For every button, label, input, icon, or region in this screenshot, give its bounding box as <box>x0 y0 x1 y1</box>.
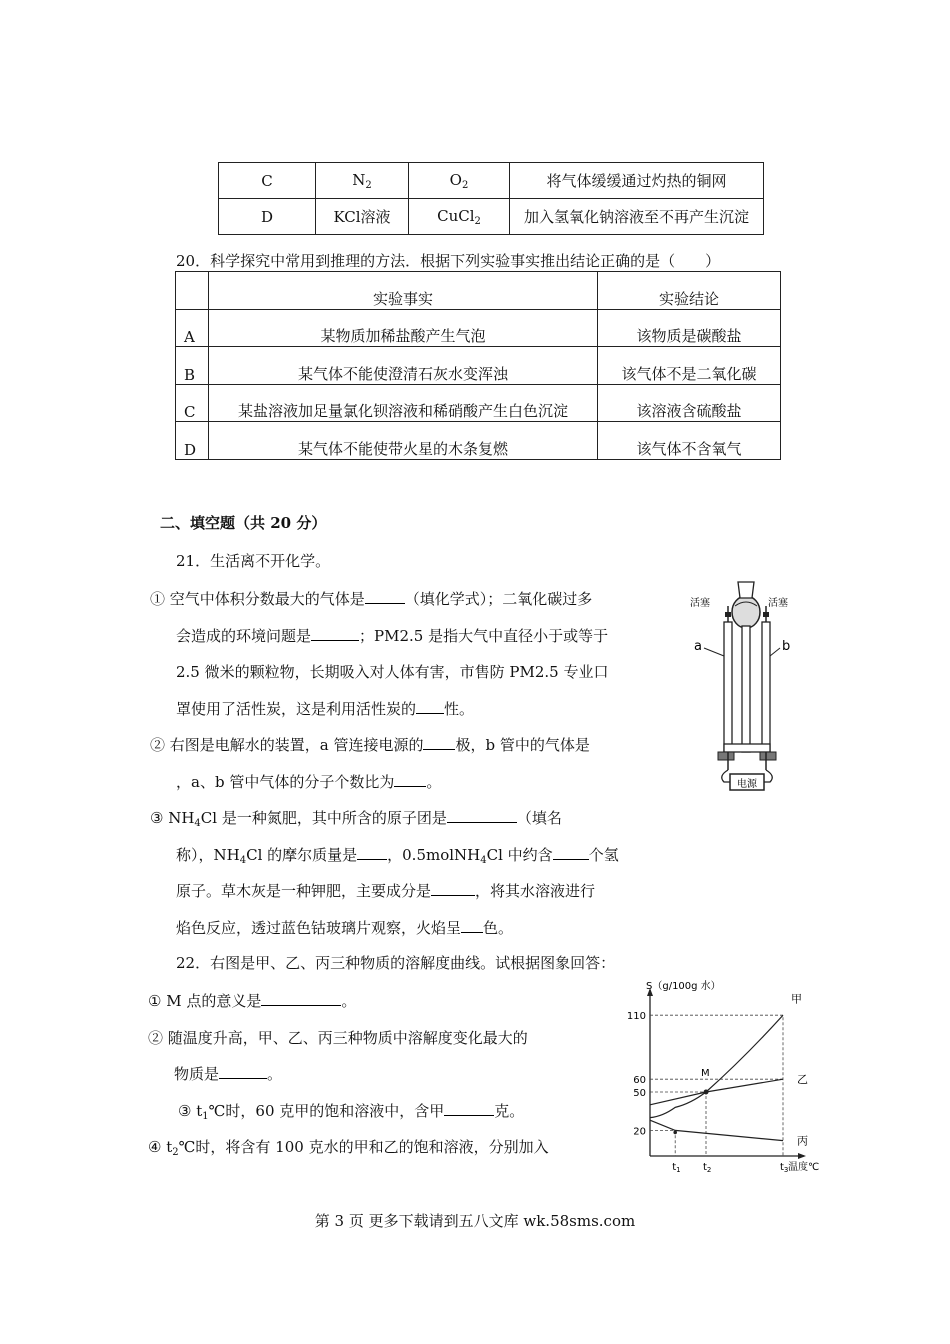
q22-body <box>148 990 608 1170</box>
impurity-cell: CuCl$_2$ <box>409 199 510 235</box>
y-tick-label: 50 <box>633 1088 646 1099</box>
row-label: C <box>219 163 316 199</box>
header-fact: 实验事实 <box>209 272 598 310</box>
x-tick-label: $t_3$ <box>780 1162 789 1174</box>
conclusion-cell: 该溶液含硫酸盐 <box>598 385 781 422</box>
y-tick-label: 60 <box>633 1075 646 1087</box>
fact-cell: 某物质加稀盐酸产生气泡 <box>209 310 598 347</box>
method-cell: 将气体缓缓通过灼热的铜网 <box>510 163 764 199</box>
q21-part3-line2: 称），$NH_4Cl$ 的摩尔质量是 ，0.5molNH$_4$Cl 中约含 个氢 <box>176 846 619 866</box>
x-axis-arrow <box>798 1153 806 1159</box>
q22-part2-line1: ② 随温度升高，甲、乙、丙三种物质中溶解度变化最大的 <box>148 1029 528 1047</box>
series-line-1 <box>650 1015 783 1117</box>
header-conclusion: 实验结论 <box>598 272 781 310</box>
y-tick-label: 110 <box>626 1011 646 1023</box>
conclusion-cell: 该气体不含氧气 <box>598 422 781 460</box>
fact-cell: 某气体不能使带火星的木条复燃 <box>209 422 598 460</box>
guide-20 <box>650 1130 675 1156</box>
q21-part1-line4: 罩使用了活性炭，这是利用活性炭的 性。 <box>176 700 475 718</box>
row-label: D <box>176 422 209 460</box>
x-tick-label: $t_1$ <box>672 1162 681 1174</box>
point-m <box>704 1090 709 1095</box>
q21-part1-line3: 2.5 微米的颗粒物，长期吸入对人体有害，市售防 PM2.5 专业口 <box>176 663 609 681</box>
q22-part1: ① M 点的意义是 。 <box>148 992 357 1010</box>
q22-part4: ④ $t_2℃$时，将含有 100 克水的甲和乙的饱和溶液，分别加入 <box>148 1138 549 1158</box>
q21-part2-line2: ，a、b 管中气体的分子个数比为 。 <box>176 773 442 791</box>
q21-part3-line1: ③ $NH_4Cl$ 是一种氮肥，其中所含的原子团是 （填名 <box>150 809 562 829</box>
section-title: 二、填空题（共 20 分） <box>160 514 327 532</box>
row-label: D <box>219 199 316 235</box>
q21-part3-line3: 原子。草木灰是一种钾肥，主要成分是 ，将其水溶液进行 <box>176 882 596 900</box>
series-label-1: 甲 <box>791 992 802 1006</box>
valve-right <box>763 612 769 617</box>
tube-b-label: b <box>782 639 791 654</box>
q21-part1-line1: ① 空气中体积分数最大的气体是 （填化学式）；二氧化碳过多 <box>150 590 593 608</box>
removal-table <box>218 162 764 235</box>
series-line-3 <box>650 1120 783 1140</box>
q21-body <box>150 588 660 948</box>
series-label-2: 乙 <box>797 1073 808 1087</box>
valve-right-label: 活塞 <box>768 598 788 609</box>
q21-stem: 21．生活离不开化学。 <box>176 552 331 570</box>
tube-b <box>762 622 770 752</box>
q22-part3: ③ $t_1℃$时，60 克甲的饱和溶液中，含甲 克。 <box>178 1102 525 1122</box>
x-axis-label: 温度℃ <box>788 1162 820 1173</box>
y-axis-label: S（g/100g 水） <box>646 981 721 992</box>
tube-a <box>724 622 732 752</box>
q21-part1-line2: 会造成的环境问题是 ；PM2.5 是指大气中直径小于或等于 <box>176 627 609 645</box>
impurity-cell: $O_2$ <box>409 163 510 199</box>
conclusion-cell: 该气体不是二氧化碳 <box>598 347 781 385</box>
x-tick-label: $t_2$ <box>703 1162 712 1174</box>
fact-cell: 某气体不能使澄清石灰水变浑浊 <box>209 347 598 385</box>
row-label: A <box>176 310 209 347</box>
conclusion-cell: 该物质是碳酸盐 <box>598 310 781 347</box>
method-cell: 加入氢氧化钠溶液至不再产生沉淀 <box>510 199 764 235</box>
inference-table <box>175 271 781 460</box>
q21-part3-line4: 焰色反应，透过蓝色钴玻璃片观察，火焰呈 色。 <box>176 919 514 937</box>
substance-cell: $N_2$ <box>316 163 409 199</box>
point-m-label: M <box>701 1068 710 1079</box>
valve-left-label: 活塞 <box>690 598 710 609</box>
electrolysis-apparatus <box>688 576 804 798</box>
y-tick-label: 20 <box>633 1126 646 1138</box>
valve-left <box>725 612 731 617</box>
tube-a-label: a <box>694 639 702 654</box>
fact-cell: 某盐溶液加足量氯化钡溶液和稀硝酸产生白色沉淀 <box>209 385 598 422</box>
q22-part2-line2: 物质是 。 <box>174 1065 283 1083</box>
substance-cell: KCl溶液 <box>316 199 409 235</box>
q20-stem: 20．科学探究中常用到推理的方法．根据下列实验事实推出结论正确的是（ ） <box>176 252 721 270</box>
header-blank <box>176 272 209 310</box>
center-tube <box>742 626 750 752</box>
point-intersect-t1 <box>673 1131 677 1135</box>
reservoir-bulb <box>732 596 760 628</box>
page-footer: 第 3 页 更多下载请到五八文库 wk.58sms.com <box>314 1212 636 1230</box>
q22-stem: 22．右图是甲、乙、丙三种物质的溶解度曲线。试根据图象回答： <box>176 954 616 972</box>
row-label: B <box>176 347 209 385</box>
series-label-3: 丙 <box>797 1134 808 1148</box>
solubility-chart <box>612 978 820 1174</box>
row-label: C <box>176 385 209 422</box>
q21-part2-line1: ② 右图是电解水的装置，a 管连接电源的 极，b 管中的气体是 <box>150 736 590 754</box>
power-label: 电源 <box>737 779 757 790</box>
